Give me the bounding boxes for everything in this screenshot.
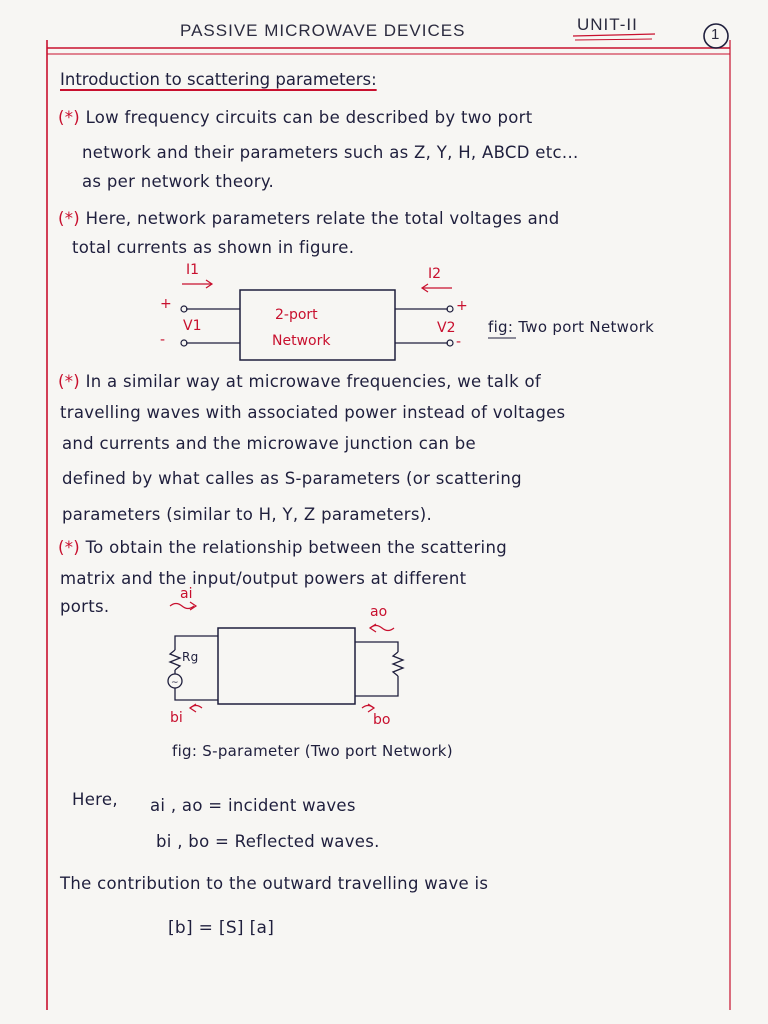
incident-waves-definition: ai , ao = incident waves: [150, 796, 356, 815]
paragraph-3-line-3: and currents and the microwave junction can be: [62, 434, 477, 453]
bullet-3: (*): [58, 372, 81, 391]
paragraph-1-line-1: (*) Low frequency circuits can be described by two port: [58, 108, 533, 127]
paragraph-1-line-2: network and their parameters such as Z, Y, H, ABCD etc...: [82, 143, 579, 162]
two-port-label-line-1: 2-port: [275, 307, 318, 323]
wave-bi-label: bi: [170, 710, 183, 726]
figure-2-caption: fig: S-parameter (Two port Network): [172, 742, 453, 760]
source-resistance-label: Rg: [182, 650, 199, 664]
v2-plus-sign: +: [456, 298, 468, 314]
page-number: 1: [711, 26, 721, 43]
reflected-waves-definition: bi , bo = Reflected waves.: [156, 832, 380, 851]
conclusion-text: The contribution to the outward travelling wave is: [60, 874, 489, 893]
paragraph-3-line-1: (*) In a similar way at microwave frequencies, we talk of: [58, 372, 541, 391]
wave-ai-label: ai: [180, 586, 193, 602]
paragraph-4-line-1: (*) To obtain the relationship between the scattering: [58, 538, 507, 557]
bullet-1: (*): [58, 108, 81, 127]
scattering-equation: [b] = [S] [a]: [168, 918, 275, 938]
v1-plus-sign: +: [160, 296, 172, 312]
paragraph-2-line-1: (*) Here, network parameters relate the total voltages and: [58, 209, 560, 228]
paragraph-4-line-3: ports.: [60, 597, 110, 616]
current-i2-label: I2: [428, 266, 442, 282]
bullet-4: (*): [58, 538, 81, 557]
paragraph-4-line-2: matrix and the input/output powers at different: [60, 569, 467, 588]
v1-minus-sign: -: [160, 332, 166, 348]
wave-ao-label: ao: [370, 604, 388, 620]
paragraph-3-line-5: parameters (similar to H, Y, Z parameters).: [62, 505, 433, 524]
paragraph-3-line-2: travelling waves with associated power instead of voltages: [60, 403, 566, 422]
wave-bo-label: bo: [373, 712, 391, 728]
paragraph-1-line-3: as per network theory.: [82, 172, 275, 191]
voltage-v1-label: V1: [183, 318, 202, 334]
voltage-v2-label: V2: [437, 320, 456, 336]
paragraph-3-line-4: defined by what calles as S-parameters (or scattering: [62, 469, 522, 488]
header-title: PASSIVE MICROWAVE DEVICES: [180, 21, 466, 40]
two-port-label-line-2: Network: [272, 333, 331, 349]
paragraph-2-line-2: total currents as shown in figure.: [72, 238, 355, 257]
figure-1-caption: fig: Two port Network: [488, 318, 655, 336]
svg-text:~: ~: [171, 678, 179, 688]
definitions-intro: Here,: [72, 790, 118, 809]
v2-minus-sign: -: [456, 334, 462, 350]
bullet-2: (*): [58, 209, 81, 228]
section-heading: Introduction to scattering parameters:: [60, 70, 377, 89]
header-unit: UNIT-II: [577, 15, 638, 34]
current-i1-label: I1: [186, 262, 200, 278]
